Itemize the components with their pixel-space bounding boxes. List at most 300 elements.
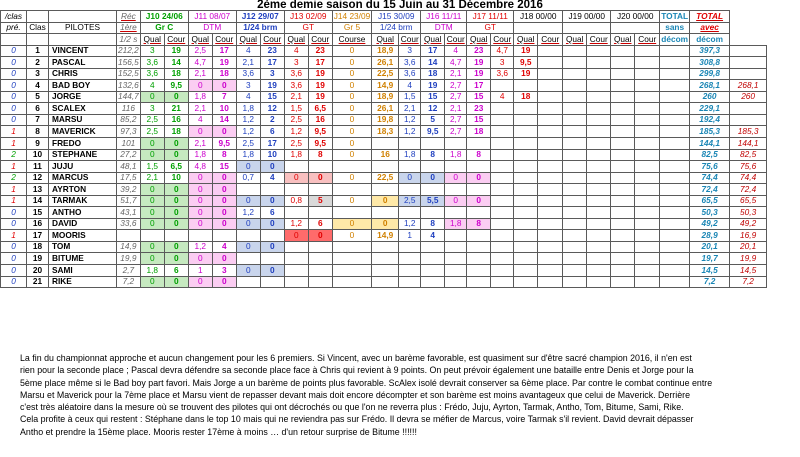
pilot-row: [1, 218, 767, 230]
rank: 3: [27, 68, 49, 80]
previous-rank: 1: [1, 138, 27, 150]
score-cell: [538, 114, 563, 126]
score-cell: [491, 241, 514, 253]
score-cell: 0,8: [284, 195, 308, 207]
score-cell: [538, 207, 563, 219]
score-cell: [660, 184, 690, 196]
score-cell: 14: [421, 57, 445, 69]
score-cell: [611, 253, 635, 265]
score-cell: [538, 241, 563, 253]
score-cell: 4: [421, 230, 445, 242]
commentary-line: Antho et prendre la 15ème place. Mooris rester 17ème à moins … d'un retour surprise de Bitume !!!!!!: [20, 426, 417, 437]
total-with-drop: 75,6: [730, 161, 767, 173]
score-cell: 4: [399, 80, 421, 92]
score-cell: [587, 103, 611, 115]
score-cell: [372, 184, 399, 196]
score-cell: 18: [164, 68, 188, 80]
score-cell: [563, 45, 587, 57]
score-cell: [372, 276, 399, 288]
rank: 2: [27, 57, 49, 69]
score-cell: 6,5: [164, 161, 188, 173]
pilot-name: MARSU: [49, 114, 117, 126]
header-event: J20 00/00: [611, 11, 660, 23]
score-cell: [635, 161, 660, 173]
score-cell: 0: [140, 207, 164, 219]
score-cell: 0: [212, 276, 236, 288]
score-cell: [399, 265, 421, 277]
score-cell: 0: [188, 207, 212, 219]
total-without-drop: 50,3: [690, 207, 730, 219]
score-cell: [660, 45, 690, 57]
score-cell: [563, 230, 587, 242]
pilot-row: [1, 57, 767, 69]
header-session: Qual: [421, 34, 445, 46]
previous-rank: 0: [1, 103, 27, 115]
score-cell: 9,5: [308, 138, 332, 150]
score-cell: 0: [188, 126, 212, 138]
score-cell: 3: [212, 265, 236, 277]
previous-rank: 0: [1, 241, 27, 253]
score-cell: [611, 57, 635, 69]
score-cell: 3,6: [284, 68, 308, 80]
score-cell: 10: [212, 103, 236, 115]
score-cell: [563, 184, 587, 196]
total-with-drop: 82,5: [730, 149, 767, 161]
score-cell: [308, 241, 332, 253]
score-cell: [635, 138, 660, 150]
score-cell: [284, 184, 308, 196]
score-cell: [563, 114, 587, 126]
score-cell: [514, 103, 538, 115]
pilot-name: STEPHANE: [49, 149, 117, 161]
score-cell: [372, 265, 399, 277]
score-cell: [308, 161, 332, 173]
rank: 7: [27, 114, 49, 126]
score-cell: [563, 80, 587, 92]
score-cell: 0: [260, 218, 284, 230]
pilot-name: MOORIS: [49, 230, 117, 242]
previous-rank: 0: [1, 45, 27, 57]
score-cell: 19: [308, 80, 332, 92]
score-cell: [236, 276, 260, 288]
score-cell: 0: [332, 68, 371, 80]
score-cell: [635, 103, 660, 115]
score-cell: [491, 126, 514, 138]
header-session: Course: [332, 34, 371, 46]
score-cell: 0: [188, 276, 212, 288]
commentary-line: c'est très aléatoire dans la mesure où se trouvent des pilotes qui ont décrochés ou que l'on ne reverra plus : Frédo, Juju, Ayrton, Tarmak, Antho, Tom, Bitume, Sami, Rike.: [20, 402, 684, 413]
total-without-drop: 229,1: [690, 103, 730, 115]
score-cell: [372, 253, 399, 265]
pilot-row: [1, 265, 767, 277]
score-cell: [399, 161, 421, 173]
score-cell: 0,7: [236, 172, 260, 184]
score-cell: 3: [260, 68, 284, 80]
score-cell: [587, 68, 611, 80]
score-cell: [563, 218, 587, 230]
rank: 19: [27, 253, 49, 265]
score-cell: 2,1: [188, 68, 212, 80]
total-without-drop: 49,2: [690, 218, 730, 230]
score-cell: [514, 80, 538, 92]
rank: 17: [27, 230, 49, 242]
total-without-drop: 74,4: [690, 172, 730, 184]
score-cell: [538, 265, 563, 277]
score-cell: [635, 265, 660, 277]
score-cell: 2,7: [445, 114, 467, 126]
pilot-row: [1, 184, 767, 196]
score-cell: [587, 114, 611, 126]
score-cell: 2,1: [445, 103, 467, 115]
record-first-half: 152,5: [118, 68, 139, 79]
score-cell: 9,5: [212, 138, 236, 150]
score-cell: 3,6: [236, 68, 260, 80]
score-cell: [445, 230, 467, 242]
score-cell: [332, 276, 371, 288]
score-cell: 1,8: [284, 149, 308, 161]
score-cell: [563, 103, 587, 115]
score-cell: 5: [421, 114, 445, 126]
score-cell: 8: [212, 149, 236, 161]
rank: 1: [27, 45, 49, 57]
score-cell: 0: [372, 218, 399, 230]
score-cell: 1,2: [236, 114, 260, 126]
record-first-half: 51,7: [117, 195, 141, 207]
score-cell: 0: [212, 184, 236, 196]
score-cell: [611, 68, 635, 80]
pilot-name: DAVID: [49, 218, 117, 230]
score-cell: [563, 265, 587, 277]
previous-rank: 0: [1, 91, 27, 103]
pilot-name: MAVERICK: [49, 126, 117, 138]
score-cell: [660, 195, 690, 207]
score-cell: [514, 126, 538, 138]
score-cell: 0: [332, 45, 371, 57]
header-row-categories: [1, 22, 767, 34]
score-cell: [445, 253, 467, 265]
score-cell: [491, 103, 514, 115]
score-cell: 2,1: [188, 138, 212, 150]
score-cell: [635, 45, 660, 57]
score-cell: 1,2: [188, 241, 212, 253]
score-cell: 8: [467, 218, 491, 230]
score-cell: 0: [164, 184, 188, 196]
score-cell: [611, 45, 635, 57]
score-cell: 0: [188, 195, 212, 207]
score-cell: 2,1: [140, 172, 164, 184]
total-with-drop: [730, 68, 767, 80]
score-cell: [467, 276, 491, 288]
score-cell: 15: [212, 161, 236, 173]
score-cell: [587, 195, 611, 207]
score-cell: 0: [260, 241, 284, 253]
pilot-row: [1, 68, 767, 80]
total-with-drop: [730, 114, 767, 126]
score-cell: 23: [467, 45, 491, 57]
score-cell: 0: [332, 172, 371, 184]
score-cell: 0: [372, 195, 399, 207]
header-event: J18 00/00: [514, 11, 563, 23]
score-cell: [445, 265, 467, 277]
score-cell: 10: [164, 172, 188, 184]
pilot-row: [1, 45, 767, 57]
score-cell: [563, 172, 587, 184]
score-cell: [660, 149, 690, 161]
score-cell: 6: [164, 265, 188, 277]
score-cell: 12: [421, 103, 445, 115]
score-cell: [538, 195, 563, 207]
score-cell: [587, 149, 611, 161]
total-without-drop: 65,5: [690, 195, 730, 207]
commentary-line: Cela profite à ceux qui restent : Stéphane dans le top 10 mais qui ne reviendra pas sur Frédo. Il devra se méfier de Marcus, voire Tarmak s'il revient. David devrait dépasser: [20, 414, 694, 425]
score-cell: [491, 114, 514, 126]
score-cell: 19: [514, 68, 538, 80]
score-cell: 22,5: [372, 68, 399, 80]
header-category: [563, 22, 611, 34]
score-cell: 0: [164, 276, 188, 288]
previous-rank: 0: [1, 68, 27, 80]
previous-rank: 2: [1, 172, 27, 184]
score-cell: 1,2: [236, 207, 260, 219]
header-session: Qual: [140, 34, 164, 46]
commentary-line: rien pour la seconde place ; Pascal devra défendre sa seconde place face à Chris qui revient à 9 points. On peut prévoir également une bataille entre Denis et Jorge pour la: [20, 365, 694, 376]
score-cell: [563, 253, 587, 265]
score-cell: 19: [260, 80, 284, 92]
score-cell: [236, 184, 260, 196]
score-cell: [635, 57, 660, 69]
score-cell: 0: [467, 195, 491, 207]
record-first-half: 19,9: [117, 253, 141, 265]
score-cell: 0: [308, 172, 332, 184]
pilot-name: CHRIS: [49, 68, 117, 80]
score-cell: [467, 265, 491, 277]
score-cell: 18,9: [372, 45, 399, 57]
score-cell: [332, 241, 371, 253]
score-cell: [421, 207, 445, 219]
score-cell: [538, 276, 563, 288]
score-cell: 0: [332, 218, 371, 230]
score-cell: [421, 241, 445, 253]
score-cell: [308, 276, 332, 288]
record-first-half: 14,9: [117, 241, 141, 253]
header-event: J17 11/11: [467, 11, 514, 23]
score-cell: 18: [467, 126, 491, 138]
score-cell: [467, 161, 491, 173]
score-cell: [660, 161, 690, 173]
score-cell: 0: [399, 172, 421, 184]
score-cell: [491, 276, 514, 288]
score-cell: [660, 80, 690, 92]
score-cell: 15: [421, 91, 445, 103]
score-cell: [236, 230, 260, 242]
score-cell: 1,8: [188, 91, 212, 103]
score-cell: 1,5: [284, 103, 308, 115]
score-cell: [611, 265, 635, 277]
score-cell: 0: [140, 91, 164, 103]
total-without-drop: 82,5: [690, 149, 730, 161]
commentary: [20, 352, 788, 438]
score-cell: 3,6: [140, 57, 164, 69]
score-cell: 26,1: [372, 57, 399, 69]
previous-rank: 0: [1, 218, 27, 230]
score-cell: 0: [140, 138, 164, 150]
header-session: 1/2 s: [117, 34, 141, 46]
score-cell: [611, 161, 635, 173]
score-cell: [635, 184, 660, 196]
score-cell: [308, 265, 332, 277]
pilot-row: [1, 114, 767, 126]
score-cell: [399, 138, 421, 150]
total-without-drop: 397,3: [690, 45, 730, 57]
score-cell: [611, 184, 635, 196]
score-cell: [587, 91, 611, 103]
score-cell: [538, 57, 563, 69]
score-cell: [660, 103, 690, 115]
total-without-drop: 75,6: [690, 161, 730, 173]
score-cell: 0: [164, 241, 188, 253]
total-with-drop: 49,2: [730, 218, 767, 230]
score-cell: 0: [332, 114, 371, 126]
score-cell: [611, 114, 635, 126]
header-category: DTM: [421, 22, 467, 34]
score-cell: 19: [467, 57, 491, 69]
score-cell: 0: [164, 149, 188, 161]
score-cell: 3,6: [140, 68, 164, 80]
score-cell: [514, 230, 538, 242]
score-cell: [514, 195, 538, 207]
score-cell: [587, 230, 611, 242]
header-event: TOTAL: [661, 10, 689, 21]
rank: 10: [27, 149, 49, 161]
score-cell: [467, 241, 491, 253]
score-cell: 4,8: [188, 161, 212, 173]
score-cell: [445, 161, 467, 173]
score-cell: 17: [308, 57, 332, 69]
score-cell: [563, 241, 587, 253]
score-cell: [660, 265, 690, 277]
header-event: J11 08/07: [188, 11, 236, 23]
pilot-row: [1, 241, 767, 253]
score-cell: [635, 276, 660, 288]
score-cell: [467, 207, 491, 219]
score-cell: [212, 230, 236, 242]
score-cell: 0: [164, 253, 188, 265]
header-category: [611, 22, 660, 34]
score-cell: 2,1: [284, 91, 308, 103]
score-cell: [421, 161, 445, 173]
score-cell: 0: [140, 149, 164, 161]
score-cell: 4: [260, 172, 284, 184]
previous-rank: 1: [1, 161, 27, 173]
score-cell: [421, 184, 445, 196]
score-cell: [284, 241, 308, 253]
pilot-name: JUJU: [49, 161, 117, 173]
header-session: Qual: [611, 34, 635, 46]
score-cell: 0: [332, 138, 371, 150]
score-cell: [491, 138, 514, 150]
score-cell: 0: [140, 276, 164, 288]
score-cell: 3: [140, 103, 164, 115]
score-cell: 19: [164, 45, 188, 57]
score-cell: [587, 253, 611, 265]
score-cell: [514, 138, 538, 150]
score-cell: 2: [260, 114, 284, 126]
header-event: J10 24/06: [140, 11, 188, 23]
record-first-half: 39,2: [117, 184, 141, 196]
score-cell: 19: [308, 91, 332, 103]
score-cell: 0: [332, 230, 371, 242]
total-with-drop: 50,3: [730, 207, 767, 219]
score-cell: [635, 230, 660, 242]
score-cell: [563, 138, 587, 150]
rank: 15: [27, 207, 49, 219]
score-cell: [421, 265, 445, 277]
header-session: [49, 34, 117, 46]
score-cell: [563, 149, 587, 161]
score-cell: [538, 230, 563, 242]
score-cell: 23: [467, 103, 491, 115]
score-cell: [660, 68, 690, 80]
total-with-drop: [730, 45, 767, 57]
previous-rank: 0: [1, 265, 27, 277]
score-cell: [399, 184, 421, 196]
score-cell: 0: [236, 265, 260, 277]
score-cell: [635, 253, 660, 265]
score-cell: 19: [212, 57, 236, 69]
pilot-name: MARCUS: [49, 172, 117, 184]
score-cell: [491, 80, 514, 92]
score-cell: [660, 241, 690, 253]
score-cell: [445, 276, 467, 288]
score-cell: [399, 207, 421, 219]
score-cell: 0: [164, 218, 188, 230]
record-first-half: 212,2: [118, 45, 139, 56]
score-cell: 7: [212, 91, 236, 103]
score-cell: [538, 80, 563, 92]
score-cell: [660, 276, 690, 288]
score-cell: [587, 207, 611, 219]
previous-rank: 1: [1, 230, 27, 242]
score-cell: 4,7: [491, 45, 514, 57]
score-cell: 2,1: [188, 103, 212, 115]
score-cell: 3,6: [399, 57, 421, 69]
score-cell: [660, 207, 690, 219]
record-first-half: 43,1: [117, 207, 141, 219]
score-cell: [635, 172, 660, 184]
total-without-drop: 14,5: [690, 265, 730, 277]
score-cell: 0: [332, 103, 371, 115]
score-cell: [284, 276, 308, 288]
header-category: 1ère: [117, 22, 141, 34]
score-cell: [399, 253, 421, 265]
score-cell: [611, 172, 635, 184]
score-cell: 0: [332, 80, 371, 92]
score-cell: 0: [140, 218, 164, 230]
score-cell: [660, 114, 690, 126]
rank: 9: [27, 138, 49, 150]
record-first-half: 132,6: [118, 79, 139, 90]
header-category: Gr C: [140, 22, 188, 34]
score-cell: 2,1: [399, 103, 421, 115]
score-cell: 8: [421, 149, 445, 161]
score-cell: 17: [212, 45, 236, 57]
record-first-half: 156,5: [118, 56, 139, 67]
score-cell: 18: [212, 68, 236, 80]
score-cell: 4: [284, 45, 308, 57]
commentary-line: La fin du championnat approche et aucun changement pour les 6 premiers. Si Vincent, avec un barème favorable, est quasiment sur d'être sacré champion 2016, il n'en est: [20, 353, 692, 363]
score-cell: [538, 91, 563, 103]
header-category: PILOTES: [49, 22, 117, 34]
